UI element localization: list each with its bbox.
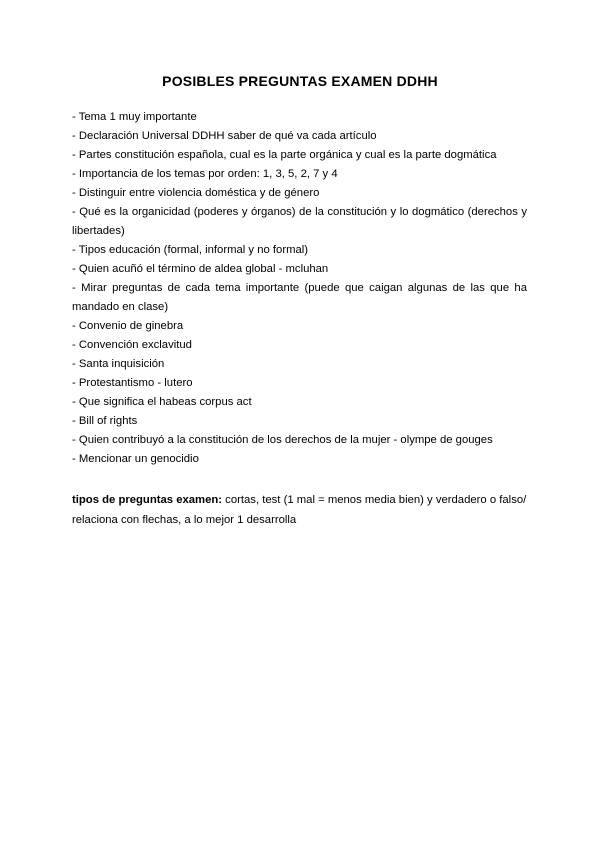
list-item: - Partes constitución española, cual es la parte orgánica y cual es la parte dogmática (72, 149, 497, 161)
list-item: - Santa inquisición (72, 358, 165, 370)
list-item: - Mencionar un genocidio (72, 453, 199, 465)
question-list (72, 108, 527, 469)
list-item: - Importancia de los temas por orden: 1, 3, 5, 2, 7 y 4 (72, 168, 338, 180)
list-item: - Mirar preguntas de cada tema importante (puede que caigan algunas de las que ha mandado en clase) (72, 282, 527, 313)
list-item: - Tipos educación (formal, informal y no formal) (72, 244, 309, 256)
list-item: - Qué es la organicidad (poderes y órganos) de la constitución y lo dogmático (derechos y libertades) (72, 206, 527, 237)
list-item: - Convenio de ginebra (72, 320, 184, 332)
list-item: - Quien acuñó el término de aldea global - mcluhan (72, 263, 329, 275)
list-item: - Convención exclavitud (72, 339, 192, 351)
list-item: - Bill of rights (72, 415, 138, 427)
document-title: POSIBLES PREGUNTAS EXAMEN DDHH (162, 73, 438, 89)
list-item: - Tema 1 muy importante (72, 111, 197, 123)
question-types-paragraph (72, 491, 527, 530)
list-item: - Declaración Universal DDHH saber de qué va cada artículo (72, 130, 377, 142)
list-item: - Quien contribuyó a la constitución de los derechos de la mujer - olympe de gouges (72, 434, 493, 446)
list-item: - Protestantismo - lutero (72, 377, 193, 389)
question-types-label: tipos de preguntas examen: (72, 494, 223, 506)
list-item: - Distinguir entre violencia doméstica y de género (72, 187, 320, 199)
list-item: - Que significa el habeas corpus act (72, 396, 252, 408)
question-types-text: cortas, test (1 mal = menos media bien) y verdadero o falso/ relaciona con flechas, a lo mejor 1 desarrolla (72, 494, 527, 526)
